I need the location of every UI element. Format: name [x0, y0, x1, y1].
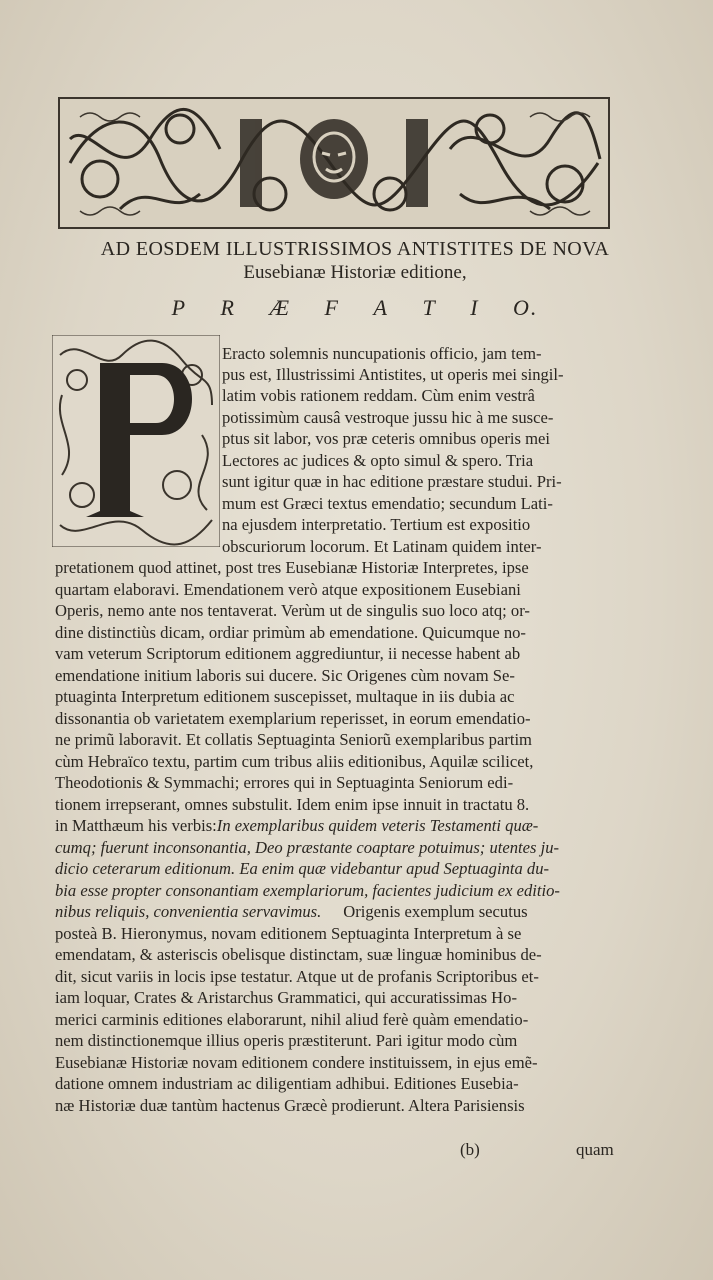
praefatio-letter: F — [324, 295, 340, 320]
text-line: iam loquar, Crates & Aristarchus Grammatici, qui accuratissimas Ho- — [55, 988, 517, 1007]
text-line: Eracto solemnis nuncupationis officio, jam tem- — [222, 344, 542, 363]
ornamental-headpiece — [58, 97, 610, 229]
text-line: tionem irrepserant, omnes substulit. Idem enim ipse innuit in tractatu 8. — [55, 795, 530, 814]
text-line: dit, sicut variis in locis ipse testatur. Atque ut de profanis Scriptoribus et- — [55, 967, 539, 986]
praefatio-letter: T — [422, 295, 437, 320]
text-line: ptus sit labor, vos præ ceteris omnibus operis mei — [222, 429, 550, 448]
catchword: quam — [576, 1140, 614, 1159]
text-line: merici carminis editiones elaborarunt, nihil aliud ferè quàm emendatio- — [55, 1010, 529, 1029]
text-span: Origenis exemplum secutus — [343, 902, 528, 921]
text-line: dissonantia ob varietatem exemplarium reperisset, in eorum emendatio- — [55, 709, 531, 728]
praefatio-letter: R — [220, 295, 236, 320]
text-line: vam veterum Scriptorum editionem aggrediuntur, ii necesse habent ab — [55, 644, 521, 663]
text-line-italic: dicio ceterarum editionum. Ea enim quæ videbantur apud Septuaginta du- — [55, 859, 550, 878]
text-line: obscuriorum locorum. Et Latinam quidem inter- — [222, 537, 542, 556]
decorated-initial-p — [52, 335, 220, 547]
text-line-mixed — [55, 902, 528, 922]
praefatio-letter: I — [470, 295, 480, 320]
praefatio-letter: O. — [513, 295, 539, 320]
signature-mark: (b) — [460, 1140, 480, 1159]
heading-line-1: AD EOSDEM ILLUSTRISSIMOS ANTISTITES DE NOVA — [100, 238, 610, 260]
text-line: sunt igitur quæ in hac editione præstare studui. Pri- — [222, 472, 562, 491]
text-line-mixed — [55, 816, 538, 836]
text-line: Theodotionis & Symmachi; errores qui in Septuaginta Seniorum edi- — [55, 773, 514, 792]
text-line-italic: bia esse propter consonantiam exemplariorum, facientes judicium ex editio- — [55, 881, 560, 900]
text-line: datione omnem industriam ac diligentiam adhibui. Editiones Eusebia- — [55, 1074, 519, 1093]
text-line: potissimùm causâ vestroque jussu hic à me susce- — [222, 408, 554, 427]
text-line: Lectores ac judices & opto simul & spero. Tria — [222, 451, 534, 470]
text-span: in Matthæum his verbis: — [55, 816, 217, 835]
text-line: Operis, nemo ante nos tentaverat. Verùm ut de singulis suo loco atq; or- — [55, 601, 530, 620]
text-line: Eusebianæ Historiæ novam editionem condere instituissem, in ejus emẽ- — [55, 1053, 538, 1072]
praefatio-letter: Æ — [269, 295, 292, 320]
italic-quote-span: nibus reliquis, convenientia servavimus. — [55, 902, 322, 921]
text-line: pretationem quod attinet, post tres Eusebianæ Historiæ Interpretes, ipse — [55, 558, 529, 577]
text-line: na ejusdem interpretatio. Tertium est expositio — [222, 515, 531, 534]
text-line: cùm Hebraïco textu, partim cum tribus aliis editionibus, Aquilæ scilicet, — [55, 752, 534, 771]
text-line: emendatam, & asteriscis obelisque distinctam, suæ linguæ hominibus de- — [55, 945, 542, 964]
praefatio-letter: P — [171, 295, 188, 320]
text-line: næ Historiæ duæ tantùm hactenus Græcè prodierunt. Altera Parisiensis — [55, 1096, 525, 1115]
text-line: latim vobis rationem reddam. Cùm enim vestrâ — [222, 386, 535, 405]
text-line: pus est, Illustrissimi Antistites, ut operis mei singil- — [222, 365, 564, 384]
text-line: mum est Græci textus emendatio; secundum Lati- — [222, 494, 553, 513]
text-line: ptuaginta Interpretum editionem suscepisset, multaque in iis dubia ac — [55, 687, 515, 706]
text-line: quartam elaboravi. Emendationem verò atque expositionem Eusebiani — [55, 580, 521, 599]
heading-line-2: Eusebianæ Historiæ editione, — [243, 262, 467, 283]
text-line: nem distinctionemque illius operis præstiterunt. Pari igitur modo cùm — [55, 1031, 518, 1050]
text-line: ne primũ laboravit. Et collatis Septuaginta Seniorũ exemplaribus partim — [55, 730, 532, 749]
text-line: dine distinctiùs dicam, ordiar primùm ab emendatione. Quicumque no- — [55, 623, 526, 642]
praefatio-letter: A — [373, 295, 389, 320]
text-line: emendatione initium laboris sui ducere. Sic Origenes cùm novam Se- — [55, 666, 515, 685]
italic-quote-span: In exemplaribus quidem veteris Testamenti quæ- — [216, 816, 539, 835]
praefatio-heading — [40, 295, 670, 321]
text-line-italic: cumq; fuerunt inconsonantia, Deo præstante coaptare potuimus; utentes ju- — [55, 838, 560, 857]
text-line: posteà B. Hieronymus, novam editionem Septuaginta Interpretum à se — [55, 924, 522, 943]
